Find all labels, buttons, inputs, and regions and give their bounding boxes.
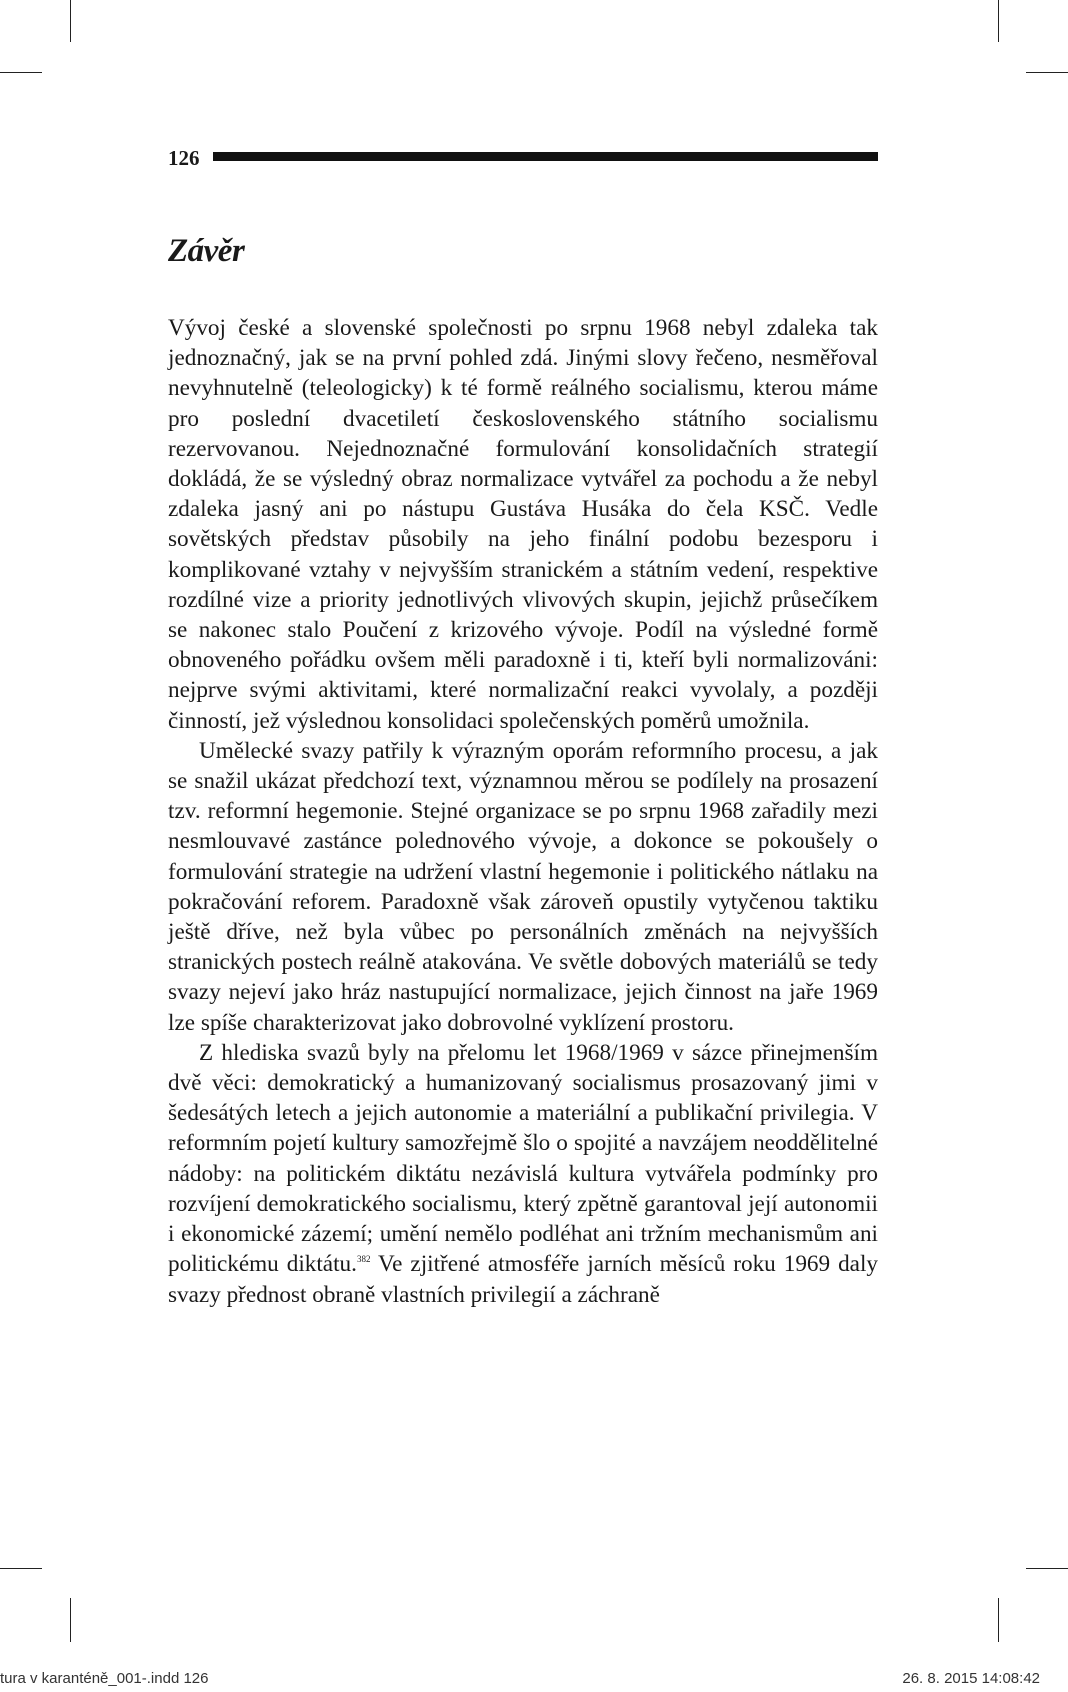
crop-mark [70,0,71,42]
paragraph-text: Ve zjitřené atmosféře jarních měsíců roku 1969 daly svazy přednost obraně vlastních privilegií a záchraně [168,1251,878,1308]
slug-file-info: tura v karanténě_001-.indd 126 [0,1670,209,1687]
header-rule [213,152,878,161]
paragraph: Vývoj české a slovenské společnosti po srpnu 1968 nebyl zdaleka tak jednoznačný, jak se na první pohled zdá. Jinými slovy řečeno, nesměřoval nevyhnutelně (teleologicky) k té formě reálného socialismu, kterou máme pro poslední dvacetiletí československého státního socialismu rezervovanou. Nejednoznačné formulování konsolidačních strategií dokládá, že se výsledný obraz normalizace vytvářel za pochodu a že nebyl zdaleka jasný ani po nástupu Gustáva Husáka do čela KSČ. Vedle sovětských představ působily na jeho finální podobu bezesporu i komplikované vztahy v nejvyšším stranickém a státním vedení, respektive rozdílné vize a priority jednotlivých vlivových skupin, jejichž průsečíkem se nakonec stalo Poučení z krizového vývoje. Podíl na výsledné formě obnoveného pořádku ovšem měli paradoxně i ti, kteří byli normalizováni: nejprve svými aktivitami, které normalizační reakci vyvolaly, a později činností, jež výslednou konsolidaci společenských poměrů umožnila. [168,315,878,734]
body-text [168,313,878,1310]
page-number: 126 [168,146,200,170]
crop-mark [998,1598,999,1642]
crop-mark [1026,1568,1068,1569]
chapter-title: Závěr [168,233,245,269]
paragraph-text: Z hlediska svazů byly na přelomu let 1968/1969 v sázce přinejmenším dvě věci: demokratický a humanizovaný socialismus prosazovaný jimi v šedesátých letech a jejich autonomie a materiální a publikační privilegia. V reformním pojetí kultury samozřejmě šlo o spojité a navzájem neoddělitelné nádoby: na politickém diktátu nezávislá kultura vytvářela podmínky pro rozvíjení demokratického socialismu, který zpětně garantoval její autonomii i ekonomické zázemí; umění nemělo podléhat ani tržním mechanismům ani politickému diktátu. [168,1039,878,1278]
crop-mark [0,72,42,73]
crop-mark [70,1598,71,1642]
paragraph: Umělecké svazy patřily k výrazným oporám reformního procesu, a jak se snažil ukázat předchozí text, významnou měrou se podílely na prosazení tzv. reformní hegemonie. Stejné organizace se po srpnu 1968 zařadily mezi nesmlouvavé zastánce polednového vývoje, a dokonce se pokoušely o formulování strategie na udržení vlastní hegemonie i politického nátlaku na pokračování reforem. Paradoxně však zároveň opustily vytyčenou taktiku ještě dříve, než byla vůbec po personálních změnách na nejvyšších stranických postech reálně atakována. Ve světle dobových materiálů se tedy svazy nejeví jako hráz nastupující normalizace, jejich činnost na jaře 1969 lze spíše charakterizovat jako dobrovolné vyklízení prostoru. [168,737,878,1036]
paragraph [168,1038,878,1310]
crop-mark [998,0,999,42]
crop-mark [1026,72,1068,73]
running-header [168,146,878,170]
footnote-reference: 382 [356,1254,371,1265]
slug-timestamp: 26. 8. 2015 14:08:42 [902,1670,1040,1687]
crop-mark [0,1568,42,1569]
